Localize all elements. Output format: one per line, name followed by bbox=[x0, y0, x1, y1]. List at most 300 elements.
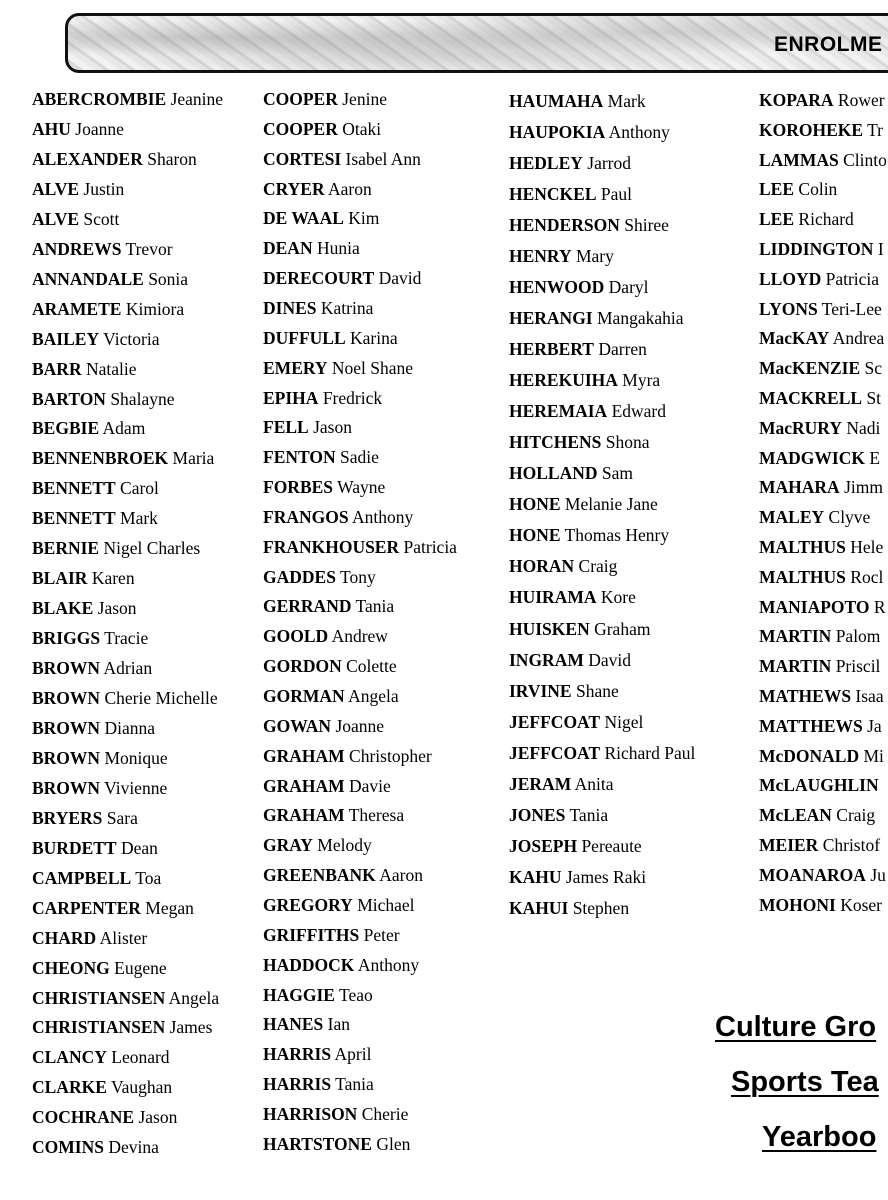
enrolment-name bbox=[32, 568, 135, 588]
given-name: Jason bbox=[313, 417, 352, 438]
given-name: Rower bbox=[837, 90, 885, 110]
enrolment-name bbox=[509, 805, 608, 825]
surname: GORDON bbox=[263, 656, 342, 677]
given-name: Joanne bbox=[75, 118, 124, 139]
enrolment-name bbox=[32, 718, 155, 738]
surname: McDONALD bbox=[759, 745, 860, 766]
enrolment-name bbox=[263, 1044, 371, 1064]
yearbook-link[interactable]: Yearboo bbox=[762, 1121, 877, 1153]
surname: FORBES bbox=[263, 477, 334, 498]
given-name: Patricia bbox=[825, 268, 880, 289]
given-name: Isabel Ann bbox=[345, 148, 421, 169]
enrolment-name bbox=[759, 537, 883, 557]
given-name: Teri-Lee bbox=[821, 298, 882, 319]
surname: ARAMETE bbox=[32, 298, 122, 319]
given-name: Maria bbox=[172, 448, 215, 469]
surname: COOPER bbox=[263, 89, 338, 109]
enrolment-name bbox=[509, 774, 614, 794]
enrolment-name bbox=[32, 628, 148, 648]
surname: BENNETT bbox=[32, 508, 116, 529]
surname: HERBERT bbox=[509, 339, 594, 360]
given-name: Ju bbox=[870, 864, 886, 885]
enrolment-name bbox=[509, 246, 614, 266]
given-name: Wayne bbox=[337, 477, 386, 498]
given-name: Dean bbox=[120, 837, 158, 858]
surname: HUIRAMA bbox=[509, 587, 597, 608]
enrolment-name bbox=[263, 656, 397, 676]
surname: BARR bbox=[32, 358, 82, 379]
given-name: Sadie bbox=[339, 447, 379, 468]
enrolment-name bbox=[509, 525, 669, 545]
given-name: April bbox=[334, 1044, 372, 1065]
enrolment-name bbox=[32, 808, 138, 828]
surname: MAHARA bbox=[759, 477, 840, 498]
given-name: Ian bbox=[327, 1014, 351, 1035]
surname: LIDDINGTON bbox=[759, 239, 874, 259]
given-name: Jason bbox=[138, 1107, 178, 1128]
enrolment-name bbox=[32, 538, 200, 558]
surname: GREENBANK bbox=[263, 865, 376, 886]
enrolment-name bbox=[263, 955, 419, 975]
enrolment-name bbox=[32, 778, 167, 798]
surname: MALTHUS bbox=[759, 537, 846, 557]
surname: MacKENZIE bbox=[759, 358, 861, 379]
surname: GOWAN bbox=[263, 715, 332, 736]
surname: JERAM bbox=[509, 773, 572, 794]
surname: MacRURY bbox=[759, 417, 842, 438]
surname: DINES bbox=[263, 297, 317, 318]
given-name: Katrina bbox=[320, 297, 374, 318]
surname: GORMAN bbox=[263, 686, 345, 706]
enrolment-name bbox=[759, 418, 880, 438]
given-name: Mark bbox=[120, 508, 158, 529]
given-name: Edward bbox=[611, 401, 667, 422]
given-name: Nigel bbox=[604, 711, 644, 732]
enrolment-name bbox=[32, 478, 159, 498]
surname: GRIFFITHS bbox=[263, 924, 360, 945]
given-name: Stephen bbox=[572, 897, 630, 918]
surname: JEFFCOAT bbox=[509, 711, 601, 732]
surname: HEREMAIA bbox=[509, 401, 608, 422]
surname: MATTHEWS bbox=[759, 715, 863, 736]
surname: EMERY bbox=[263, 357, 328, 378]
enrolment-name bbox=[759, 388, 881, 408]
surname: MOHONI bbox=[759, 894, 836, 915]
enrolment-name bbox=[509, 184, 632, 204]
enrolment-name bbox=[509, 836, 642, 856]
enrolment-name bbox=[509, 215, 669, 235]
enrolment-name bbox=[263, 626, 388, 646]
enrolment-name bbox=[263, 417, 352, 437]
surname: MEIER bbox=[759, 835, 819, 855]
surname: McLAUGHLIN bbox=[759, 775, 879, 796]
surname: LEE bbox=[759, 209, 795, 230]
given-name: Vaughan bbox=[110, 1077, 173, 1098]
enrolment-name bbox=[263, 238, 360, 258]
given-name: Isaa bbox=[855, 686, 884, 706]
surname: COOPER bbox=[263, 118, 338, 139]
enrolment-name bbox=[509, 153, 631, 173]
surname: GERRAND bbox=[263, 596, 352, 617]
enrolment-name bbox=[32, 1047, 170, 1067]
given-name: Colette bbox=[346, 656, 397, 677]
given-name: Devina bbox=[108, 1137, 159, 1158]
given-name: James bbox=[169, 1017, 213, 1038]
enrolment-name bbox=[32, 508, 158, 528]
given-name: E bbox=[869, 447, 881, 468]
surname: HONE bbox=[509, 494, 561, 515]
enrolment-name bbox=[759, 90, 885, 110]
enrolment-name bbox=[263, 895, 415, 915]
given-name: Angela bbox=[348, 686, 399, 706]
surname: LLOYD bbox=[759, 268, 822, 289]
enrolment-name bbox=[263, 477, 385, 497]
enrolment-name bbox=[509, 619, 650, 639]
given-name: Sara bbox=[106, 807, 138, 828]
given-name: Myra bbox=[622, 370, 661, 391]
surname: MacKAY bbox=[759, 328, 830, 349]
given-name: Jeanine bbox=[170, 89, 224, 109]
enrolment-name bbox=[509, 91, 646, 111]
surname: CRYER bbox=[263, 178, 325, 199]
enrolment-name bbox=[263, 1074, 374, 1094]
surname: CHEONG bbox=[32, 957, 110, 978]
surname: LEE bbox=[759, 179, 795, 200]
sports-teams-link[interactable]: Sports Tea bbox=[731, 1066, 879, 1098]
surname: HAGGIE bbox=[263, 984, 335, 1005]
enrolment-name bbox=[263, 805, 404, 825]
enrolment-name bbox=[32, 688, 218, 708]
enrolment-name bbox=[263, 179, 372, 199]
enrolment-name bbox=[263, 89, 387, 109]
surname: JONES bbox=[509, 804, 566, 825]
enrolment-name bbox=[759, 358, 882, 378]
enrolment-name bbox=[32, 598, 137, 618]
enrolment-name bbox=[509, 494, 658, 514]
given-name: Trevor bbox=[125, 238, 173, 259]
given-name: Eugene bbox=[114, 957, 167, 978]
given-name: Shona bbox=[605, 432, 650, 453]
enrolment-name bbox=[32, 209, 119, 229]
given-name: Toa bbox=[135, 867, 162, 888]
surname: COCHRANE bbox=[32, 1107, 135, 1128]
surname: GRAHAM bbox=[263, 745, 345, 766]
enrolment-name bbox=[263, 388, 382, 408]
surname: ALEXANDER bbox=[32, 148, 143, 169]
enrolment-name bbox=[759, 626, 880, 646]
enrolment-name bbox=[32, 988, 219, 1008]
given-name: Thomas Henry bbox=[564, 525, 670, 546]
given-name: Mangakahia bbox=[597, 308, 684, 329]
given-name: Mary bbox=[575, 246, 614, 267]
surname: HAUMAHA bbox=[509, 91, 604, 111]
surname: BRIGGS bbox=[32, 628, 101, 649]
given-name: Tr bbox=[867, 119, 884, 140]
given-name: Craig bbox=[578, 556, 618, 577]
enrolment-name bbox=[759, 448, 880, 468]
surname: MOANAROA bbox=[759, 864, 866, 885]
surname: BEGBIE bbox=[32, 418, 100, 439]
given-name: Melody bbox=[317, 835, 372, 856]
enrolment-name bbox=[263, 149, 421, 169]
surname: BERNIE bbox=[32, 538, 100, 559]
given-name: Victoria bbox=[103, 328, 160, 349]
given-name: Jenine bbox=[342, 89, 387, 109]
given-name: Tania bbox=[569, 804, 609, 825]
enrolment-name bbox=[32, 89, 223, 109]
given-name: Clinto bbox=[843, 149, 887, 170]
enrolment-name bbox=[509, 650, 631, 670]
surname: BARTON bbox=[32, 388, 106, 409]
enrolment-name bbox=[32, 1107, 177, 1127]
surname: MARTIN bbox=[759, 656, 832, 677]
surname: INGRAM bbox=[509, 649, 584, 670]
given-name: Davie bbox=[349, 775, 391, 796]
surname: BROWN bbox=[32, 717, 101, 738]
surname: MADGWICK bbox=[759, 447, 865, 468]
surname: GRAHAM bbox=[263, 805, 345, 826]
surname: HENCKEL bbox=[509, 184, 597, 205]
surname: CORTESI bbox=[263, 148, 342, 169]
enrolment-name bbox=[759, 239, 884, 259]
surname: HENRY bbox=[509, 246, 572, 267]
given-name: James Raki bbox=[565, 866, 647, 887]
surname: BRYERS bbox=[32, 807, 103, 828]
given-name: Kore bbox=[600, 587, 636, 608]
surname: CARPENTER bbox=[32, 897, 141, 918]
surname: LAMMAS bbox=[759, 149, 839, 170]
surname: FENTON bbox=[263, 447, 336, 468]
surname: COMINS bbox=[32, 1137, 104, 1158]
surname: ALVE bbox=[32, 178, 80, 199]
given-name: Aaron bbox=[328, 178, 372, 199]
enrolment-name bbox=[32, 898, 194, 918]
surname: BROWN bbox=[32, 747, 101, 768]
surname: MALEY bbox=[759, 507, 825, 528]
enrolment-name bbox=[263, 268, 421, 288]
enrolment-name bbox=[263, 537, 457, 557]
enrolment-name bbox=[509, 370, 660, 390]
enrolment-name bbox=[509, 712, 643, 732]
surname: BROWN bbox=[32, 658, 101, 679]
enrolment-name bbox=[509, 432, 650, 452]
surname: KOPARA bbox=[759, 90, 834, 110]
enrolment-name bbox=[263, 865, 423, 885]
surname: CHRISTIANSEN bbox=[32, 987, 166, 1008]
given-name: Dianna bbox=[104, 717, 155, 738]
given-name: Karen bbox=[91, 568, 135, 589]
enrolment-name bbox=[32, 658, 152, 678]
surname: MATHEWS bbox=[759, 686, 852, 706]
surname: AHU bbox=[32, 118, 71, 139]
surname: HANES bbox=[263, 1014, 324, 1035]
given-name: Leonard bbox=[111, 1047, 170, 1068]
surname: CHARD bbox=[32, 927, 97, 948]
enrolment-name bbox=[32, 1137, 159, 1157]
surname: HUISKEN bbox=[509, 618, 590, 639]
surname: HADDOCK bbox=[263, 954, 355, 975]
surname: BAILEY bbox=[32, 328, 100, 349]
enrolment-name bbox=[32, 868, 161, 888]
enrolment-name bbox=[32, 239, 173, 259]
given-name: Noel Shane bbox=[331, 357, 414, 378]
enrolment-name bbox=[263, 1104, 408, 1124]
given-name: Tracie bbox=[104, 628, 149, 649]
given-name: Koser bbox=[840, 894, 882, 915]
enrolment-name bbox=[509, 122, 670, 142]
given-name: Sc bbox=[864, 358, 882, 379]
enrolment-name bbox=[759, 686, 884, 706]
surname: BENNENBROEK bbox=[32, 448, 169, 469]
surname: ALVE bbox=[32, 208, 80, 229]
enrolment-name bbox=[509, 681, 619, 701]
enrolment-name bbox=[263, 119, 381, 139]
surname: HARRIS bbox=[263, 1074, 332, 1095]
enrolment-name bbox=[32, 1077, 172, 1097]
enrolment-name bbox=[509, 556, 617, 576]
surname: JEFFCOAT bbox=[509, 742, 601, 763]
enrolment-name bbox=[263, 298, 373, 318]
given-name: Daryl bbox=[608, 277, 649, 298]
given-name: Otaki bbox=[342, 118, 382, 139]
enrolment-banner bbox=[65, 13, 888, 73]
given-name: Glen bbox=[376, 1133, 411, 1154]
surname: BROWN bbox=[32, 688, 101, 708]
enrolment-name bbox=[509, 743, 695, 763]
surname: MANIAPOTO bbox=[759, 596, 870, 617]
enrolment-name bbox=[509, 587, 636, 607]
surname: CAMPBELL bbox=[32, 867, 132, 888]
given-name: Melanie Jane bbox=[564, 494, 658, 515]
enrolment-name bbox=[263, 358, 413, 378]
given-name: Vivienne bbox=[104, 777, 168, 798]
given-name: Carol bbox=[120, 478, 159, 499]
enrolment-name bbox=[759, 746, 884, 766]
enrolment-name bbox=[263, 328, 398, 348]
surname: HARTSTONE bbox=[263, 1133, 372, 1154]
given-name: Karina bbox=[350, 327, 398, 348]
enrolment-name bbox=[759, 150, 887, 170]
enrolment-name bbox=[759, 597, 886, 617]
given-name: Tania bbox=[355, 596, 395, 617]
surname: DERECOURT bbox=[263, 268, 375, 289]
culture-groups-link[interactable]: Culture Gro bbox=[715, 1011, 877, 1043]
given-name: Kimiora bbox=[125, 298, 185, 319]
surname: MACKRELL bbox=[759, 388, 863, 408]
surname: GRAY bbox=[263, 835, 313, 856]
surname: HONE bbox=[509, 525, 561, 546]
given-name: Michael bbox=[357, 894, 415, 915]
enrolment-name bbox=[32, 389, 174, 409]
given-name: Adam bbox=[102, 418, 146, 439]
surname: GADDES bbox=[263, 566, 336, 587]
given-name: Pereaute bbox=[581, 835, 642, 856]
surname: EPIHA bbox=[263, 387, 319, 408]
enrolment-name bbox=[263, 596, 394, 616]
given-name: Theresa bbox=[348, 805, 405, 826]
surname: GOOLD bbox=[263, 626, 329, 647]
given-name: Hele bbox=[850, 537, 884, 557]
given-name: St bbox=[866, 388, 882, 408]
given-name: Cherie Michelle bbox=[104, 688, 218, 708]
surname: IRVINE bbox=[509, 680, 572, 701]
given-name: Anthony bbox=[357, 954, 420, 975]
surname: HOLLAND bbox=[509, 463, 598, 484]
surname: HARRISON bbox=[263, 1103, 358, 1124]
surname: ABERCROMBIE bbox=[32, 89, 167, 109]
given-name: Tony bbox=[340, 566, 376, 587]
enrolment-name bbox=[32, 1017, 212, 1037]
surname: HITCHENS bbox=[509, 432, 602, 453]
enrolment-name bbox=[759, 805, 875, 825]
enrolment-name bbox=[759, 179, 837, 199]
surname: CHRISTIANSEN bbox=[32, 1017, 166, 1038]
given-name: Peter bbox=[363, 924, 400, 945]
enrolment-name bbox=[263, 776, 391, 796]
given-name: Fredrick bbox=[322, 387, 383, 408]
given-name: Shalayne bbox=[110, 388, 175, 409]
given-name: Jimm bbox=[844, 477, 883, 498]
given-name: Natalie bbox=[85, 358, 137, 379]
enrolment-name bbox=[32, 748, 168, 768]
surname: BLAKE bbox=[32, 598, 94, 619]
given-name: Clyve bbox=[828, 507, 871, 528]
enrolment-name bbox=[32, 329, 159, 349]
given-name: I bbox=[877, 239, 884, 259]
given-name: Megan bbox=[145, 897, 194, 918]
surname: BURDETT bbox=[32, 837, 117, 858]
surname: ANNANDALE bbox=[32, 268, 144, 289]
given-name: Anita bbox=[574, 773, 614, 794]
surname: McLEAN bbox=[759, 805, 832, 826]
given-name: David bbox=[378, 268, 422, 289]
given-name: Sharon bbox=[147, 148, 197, 169]
given-name: Justin bbox=[83, 178, 125, 199]
enrolment-name bbox=[263, 746, 432, 766]
given-name: Graham bbox=[594, 618, 651, 639]
given-name: Richard bbox=[798, 209, 854, 230]
enrolment-name bbox=[263, 985, 373, 1005]
given-name: Nadi bbox=[846, 417, 881, 438]
enrolment-name bbox=[759, 656, 880, 676]
surname: CLARKE bbox=[32, 1077, 107, 1098]
given-name: Patricia bbox=[403, 536, 457, 557]
surname: GRAHAM bbox=[263, 775, 345, 796]
given-name: Rocl bbox=[850, 566, 884, 587]
enrolment-name bbox=[32, 928, 147, 948]
enrolment-name bbox=[263, 447, 379, 467]
given-name: Mark bbox=[607, 91, 646, 111]
enrolment-name bbox=[509, 401, 666, 421]
surname: FRANGOS bbox=[263, 506, 349, 527]
given-name: Aaron bbox=[379, 865, 423, 886]
enrolment-name bbox=[263, 507, 413, 527]
enrolment-name bbox=[263, 208, 379, 228]
enrolment-name bbox=[509, 463, 633, 483]
banner-title: ENROLME bbox=[774, 33, 883, 56]
surname: HAUPOKIA bbox=[509, 122, 606, 143]
surname: GREGORY bbox=[263, 894, 353, 915]
enrolment-name bbox=[509, 867, 646, 887]
enrolment-name bbox=[32, 958, 167, 978]
enrolment-name bbox=[32, 418, 145, 438]
enrolment-name bbox=[759, 895, 882, 915]
surname: HORAN bbox=[509, 556, 575, 577]
given-name: Anthony bbox=[351, 506, 414, 527]
given-name: Andrew bbox=[331, 626, 388, 647]
enrolment-name bbox=[263, 686, 399, 706]
enrolment-name bbox=[759, 567, 883, 587]
